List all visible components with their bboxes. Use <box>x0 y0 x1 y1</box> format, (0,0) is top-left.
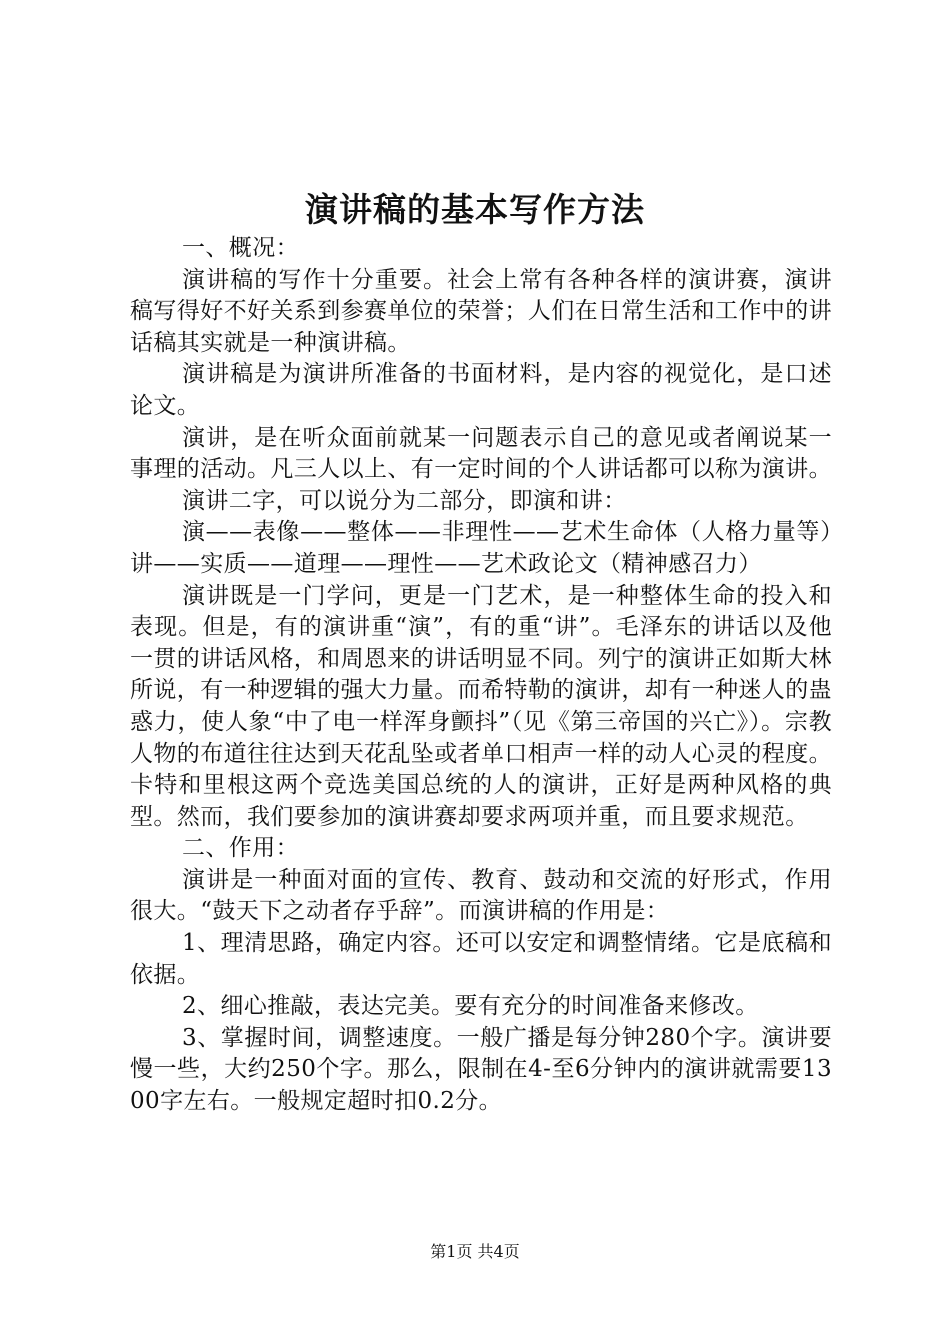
paragraph: 演讲二字，可以说分为二部分，即演和讲： <box>182 487 627 514</box>
list-item: 2、细心推敲，表达完美。要有充分的时间准备来修改。 <box>182 993 759 1020</box>
paragraph: 演讲是一种面对面的宣传、教育、鼓动和交流的好形式，作用很大。“鼓天下之动者存乎辞”。而演讲稿的作用是： <box>130 866 832 925</box>
list-item: 3、掌握时间，调整速度。一般广播是每分钟280个字。演讲要慢一些，大约250个字。那么，限制在4-至6分钟内的演讲就需要1300字左右。一般规定超时扣0.2分。 <box>130 1024 832 1115</box>
paragraph: 演讲稿是为演讲所准备的书面材料，是内容的视觉化，是口述论文。 <box>130 361 832 419</box>
document-title: 演讲稿的基本写作方法 <box>305 190 645 229</box>
paragraph: 演讲，是在听众面前就某一问题表示自己的意见或者阐说某一事理的活动。凡三人以上、有一定时间的个人讲话都可以称为演讲。 <box>130 424 832 483</box>
list-item: 1、理清思路，确定内容。还可以安定和调整情绪。它是底稿和依据。 <box>130 930 832 988</box>
section-heading-overview: 一、概况： <box>182 235 299 261</box>
document-body <box>130 233 832 1118</box>
section-heading-function: 二、作用： <box>182 835 299 862</box>
paragraph: 演讲既是一门学问，更是一门艺术，是一种整体生命的投入和表现。但是，有的演讲重“演”，有的重“讲”。毛泽东的讲话以及他一贯的讲话风格，和周恩来的讲话明显不同。列宁的演讲正如斯大林所说，有一种逻辑的强大力量。而希特勒的演讲，却有一种迷人的蛊惑力，使人象“中了电一样浑身颤抖”（见《第三帝国的兴亡》）。宗教人物的布道往往达到天花乱坠或者单口相声一样的动人心灵的程度。卡特和里根这两个竞选美国总统的人的演讲，正好是两种风格的典型。然而，我们要参加的演讲赛却要求两项并重，而且要求规范。 <box>130 582 832 830</box>
paragraph: 演讲稿的写作十分重要。社会上常有各种各样的演讲赛，演讲稿写得好不好关系到参赛单位的荣誉；人们在日常生活和工作中的讲话稿其实就是一种演讲稿。 <box>130 266 832 356</box>
paragraph: 演——表像——整体——非理性——艺术生命体（人格力量等）讲——实质——道理——理性——艺术政论文（精神感召力） <box>130 519 832 577</box>
page-footer: 第1页 共4页 <box>430 1242 520 1261</box>
